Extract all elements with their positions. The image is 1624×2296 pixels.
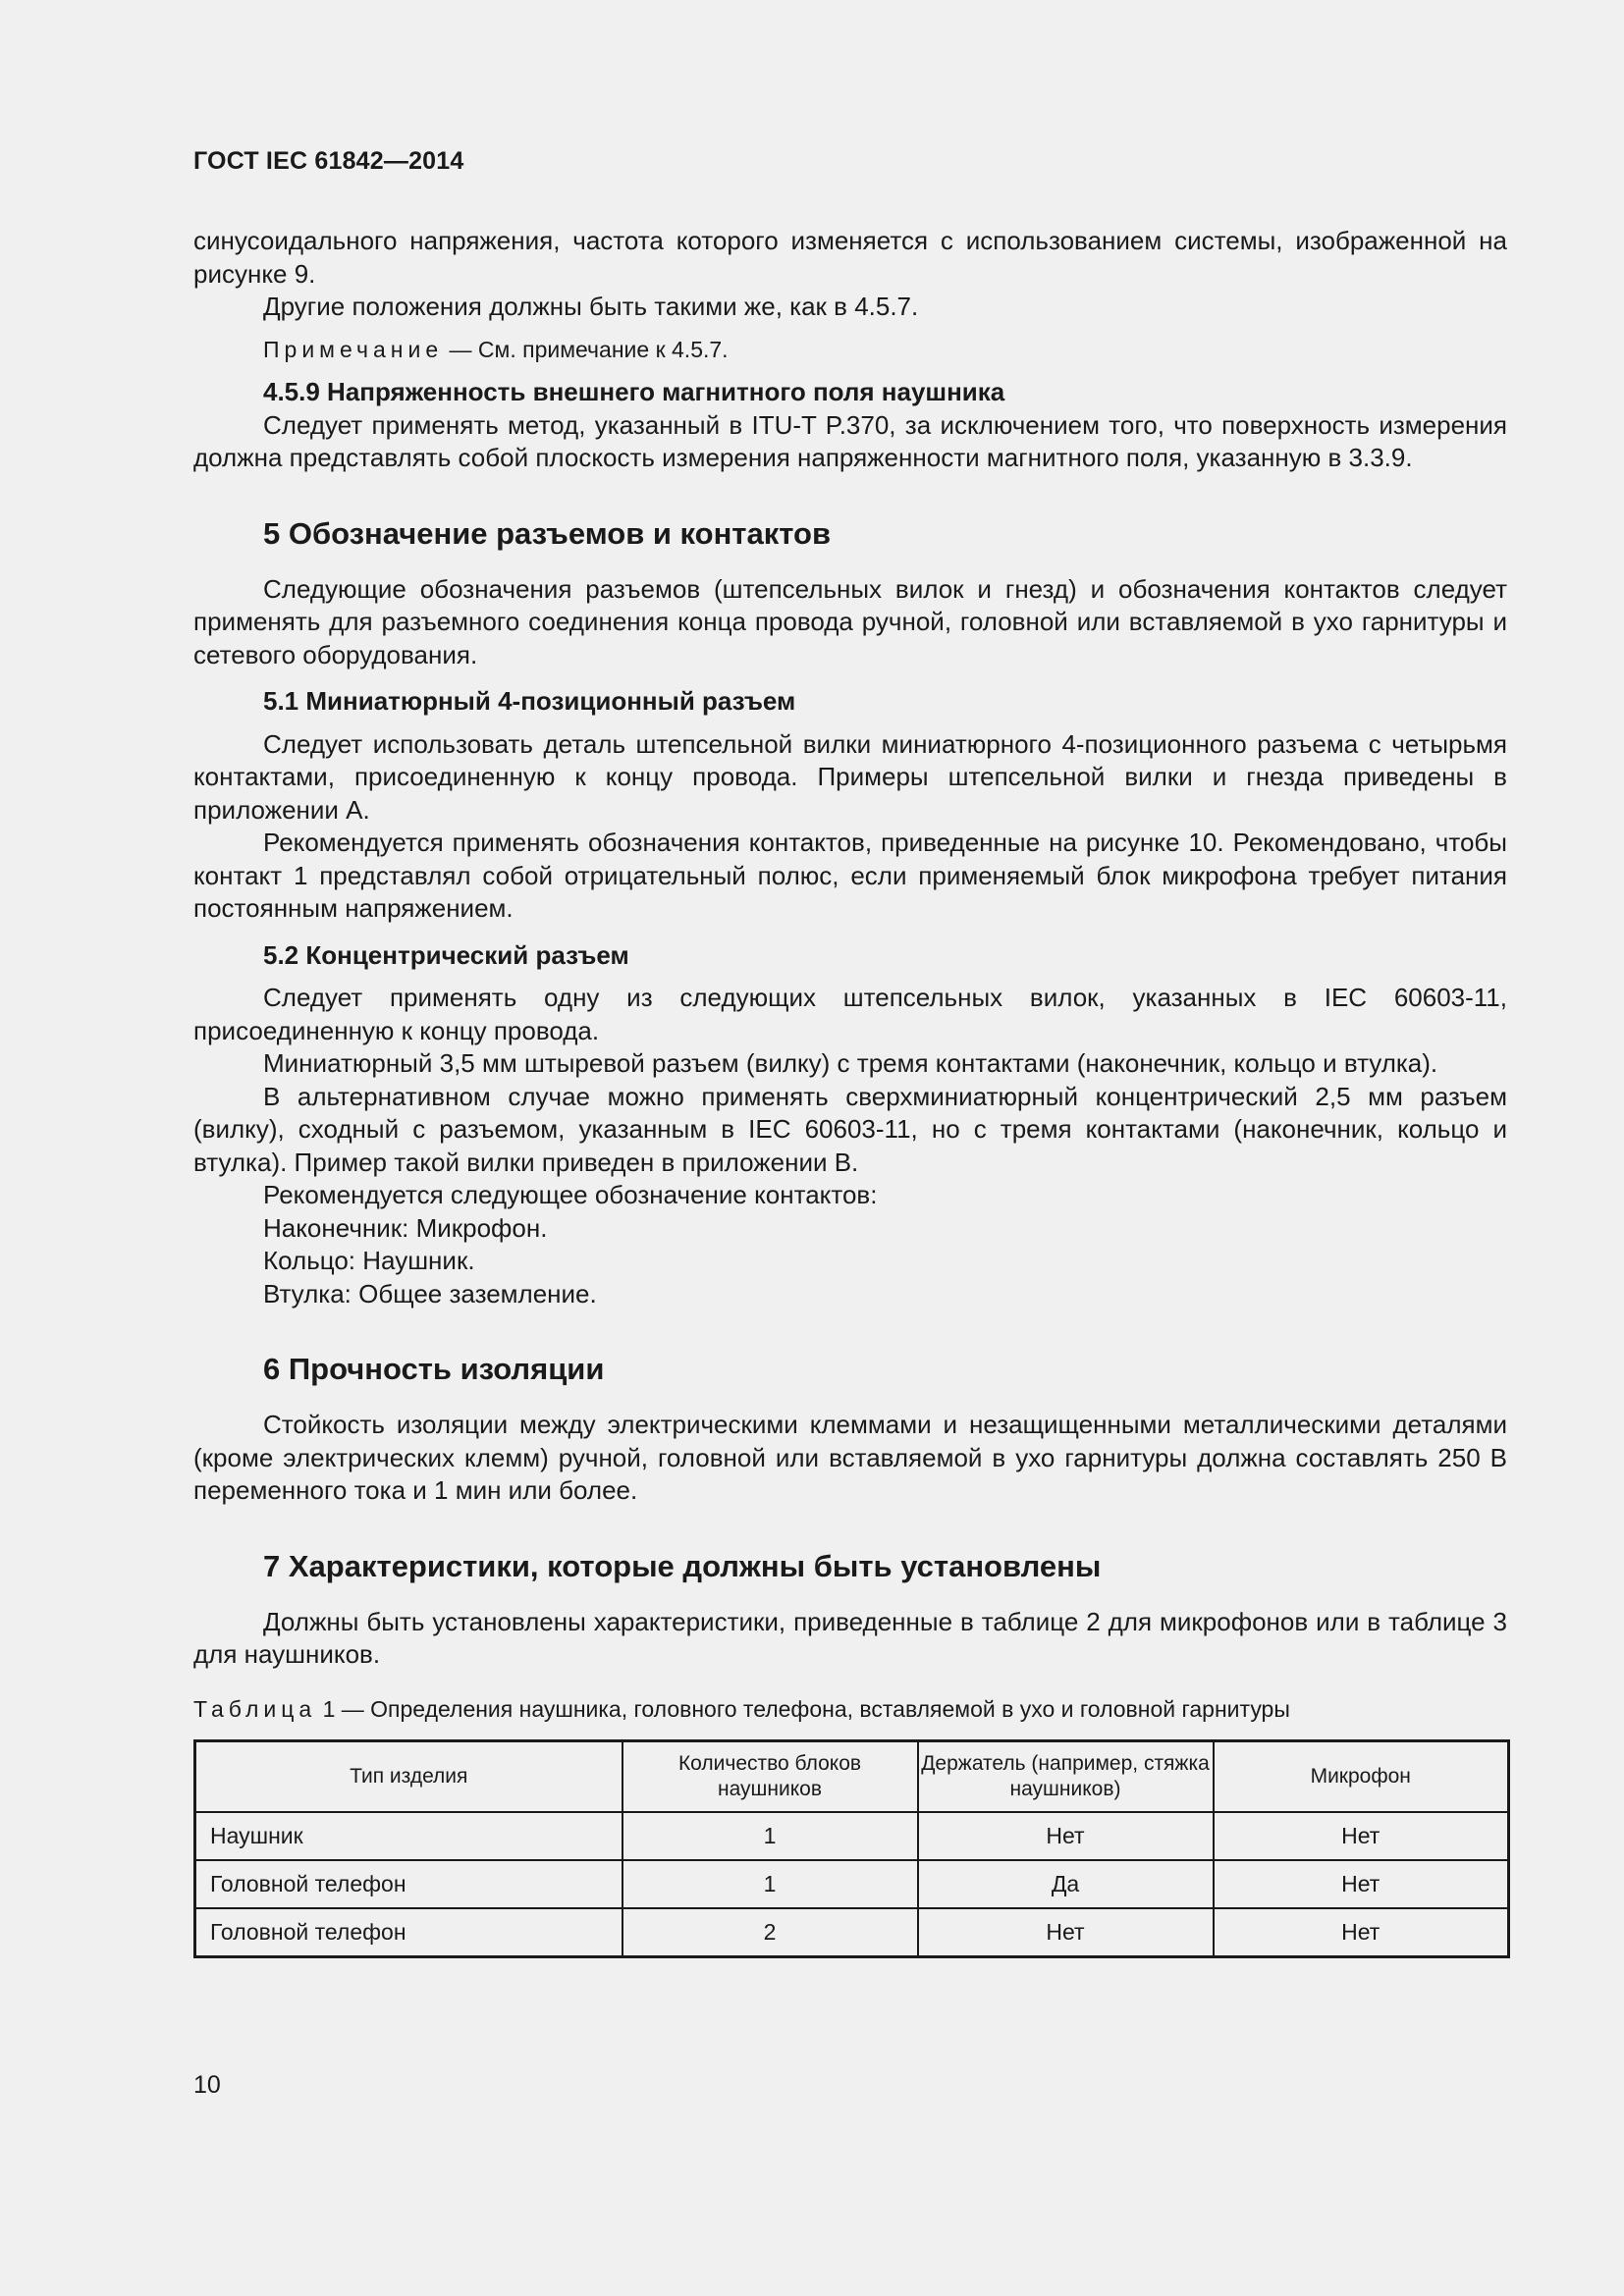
- paragraph: Миниатюрный 3,5 мм штыревой разъем (вилку) с тремя контактами (наконечник, кольцо и втулка).: [263, 1048, 1438, 1078]
- section-heading-5: 5 Обозначение разъемов и контактов: [263, 515, 832, 551]
- paragraph: Рекомендуется применять обозначения контактов, приведенные на рисунке 10. Рекомендовано, чтобы контакт 1 представлял собой отрицательный полюс, если применяемый блок микрофона требует питания постоянным напряжением.: [193, 828, 1507, 923]
- paragraph: Должны быть установлены характеристики, приведенные в таблице 2 для микрофонов или в таблице 3 для наушников.: [193, 1606, 1507, 1669]
- table-cell: Нет: [918, 1812, 1214, 1860]
- document-header: ГОСТ IEC 61842—2014: [193, 147, 464, 175]
- section-heading-5-2: 5.2 Концентрический разъем: [263, 939, 629, 970]
- table-caption-text: 1 — Определения наушника, головного телефона, вставляемой в ухо и головной гарнитуры: [316, 1695, 1290, 1722]
- note-text: — См. примечание к 4.5.7.: [443, 336, 729, 362]
- table-row: [195, 1908, 1509, 1957]
- definitions-table: [193, 1739, 1510, 1958]
- paragraph: Рекомендуется следующее обозначение контактов:: [263, 1180, 878, 1209]
- paragraph: В альтернативном случае можно применять сверхминиатюрный концентрический 2,5 мм разъем (вилку), сходный с разъемом, указанным в IEC 60603-11, но с тремя контактами (наконечник, кольцо и втулка). Пример такой вилки приведен в приложении В.: [193, 1081, 1507, 1177]
- note-label: Примечание: [263, 336, 444, 362]
- table-row: [195, 1812, 1509, 1860]
- paragraph: Другие положения должны быть такими же, как в 4.5.7.: [263, 292, 919, 321]
- table-caption: [193, 1693, 1507, 1727]
- table-cell: Да: [918, 1860, 1214, 1908]
- page-number: 10: [193, 2071, 221, 2099]
- page-content: [193, 225, 1507, 1958]
- note: [193, 334, 1507, 367]
- table-cell: 1: [623, 1860, 918, 1908]
- table-cell: Головной телефон: [195, 1860, 623, 1908]
- table-caption-label: Таблица: [193, 1695, 317, 1722]
- column-header: Тип изделия: [195, 1741, 623, 1813]
- section-heading-7: 7 Характеристики, которые должны быть установлены: [263, 1548, 1102, 1583]
- paragraph: Втулка: Общее заземление.: [263, 1278, 597, 1308]
- paragraph: Наконечник: Микрофон.: [263, 1212, 548, 1243]
- table-cell: 2: [623, 1908, 918, 1957]
- table-cell: Нет: [1214, 1812, 1509, 1860]
- paragraph: Кольцо: Наушник.: [263, 1246, 475, 1275]
- table-cell: Нет: [1214, 1908, 1509, 1957]
- table-row: [195, 1860, 1509, 1908]
- table-cell: Головной телефон: [195, 1908, 623, 1957]
- paragraph: синусоидального напряжения, частота которого изменяется с использованием системы, изображенной на рисунке 9.: [193, 226, 1507, 289]
- paragraph: Следующие обозначения разъемов (штепсельных вилок и гнезд) и обозначения контактов следует применять для разъемного соединения конца провода ручной, головной или вставляемой в ухо гарнитуры и сетевого оборудования.: [193, 573, 1507, 669]
- table-cell: Нет: [918, 1908, 1214, 1957]
- table-cell: Наушник: [195, 1812, 623, 1860]
- table-cell: 1: [623, 1812, 918, 1860]
- section-heading-4-5-9: 4.5.9 Напряженность внешнего магнитного поля наушника: [263, 377, 1005, 406]
- paragraph: Следует применять метод, указанный в ITU-T P.370, за исключением того, что поверхность измерения должна представлять собой плоскость измерения напряженности магнитного поля, указанную в 3.3.9.: [193, 409, 1507, 472]
- column-header: Держатель (например, стяжка наушников): [918, 1741, 1214, 1813]
- column-header: Количество блоков наушников: [623, 1741, 918, 1813]
- table-cell: Нет: [1214, 1860, 1509, 1908]
- section-heading-6: 6 Прочность изоляции: [263, 1352, 605, 1386]
- paragraph: Следует использовать деталь штепсельной вилки миниатюрного 4-позиционного разъема с четырьмя контактами, присоединенную к концу провода. Примеры штепсельной вилки и гнезда приведены в приложении А.: [193, 728, 1507, 825]
- section-heading-5-1: 5.1 Миниатюрный 4-позиционный разъем: [263, 686, 796, 716]
- table-header-row: [195, 1741, 1509, 1813]
- column-header: Микрофон: [1214, 1741, 1509, 1813]
- paragraph: Стойкость изоляции между электрическими клеммами и незащищенными металлическими деталями (кроме электрических клемм) ручной, головной или вставляемой в ухо гарнитуры должна составлять 250 В переменного тока и 1 мин или более.: [193, 1410, 1507, 1505]
- paragraph: Следует применять одну из следующих штепсельных вилок, указанных в IEC 60603-11, присоединенную к концу провода.: [193, 983, 1507, 1045]
